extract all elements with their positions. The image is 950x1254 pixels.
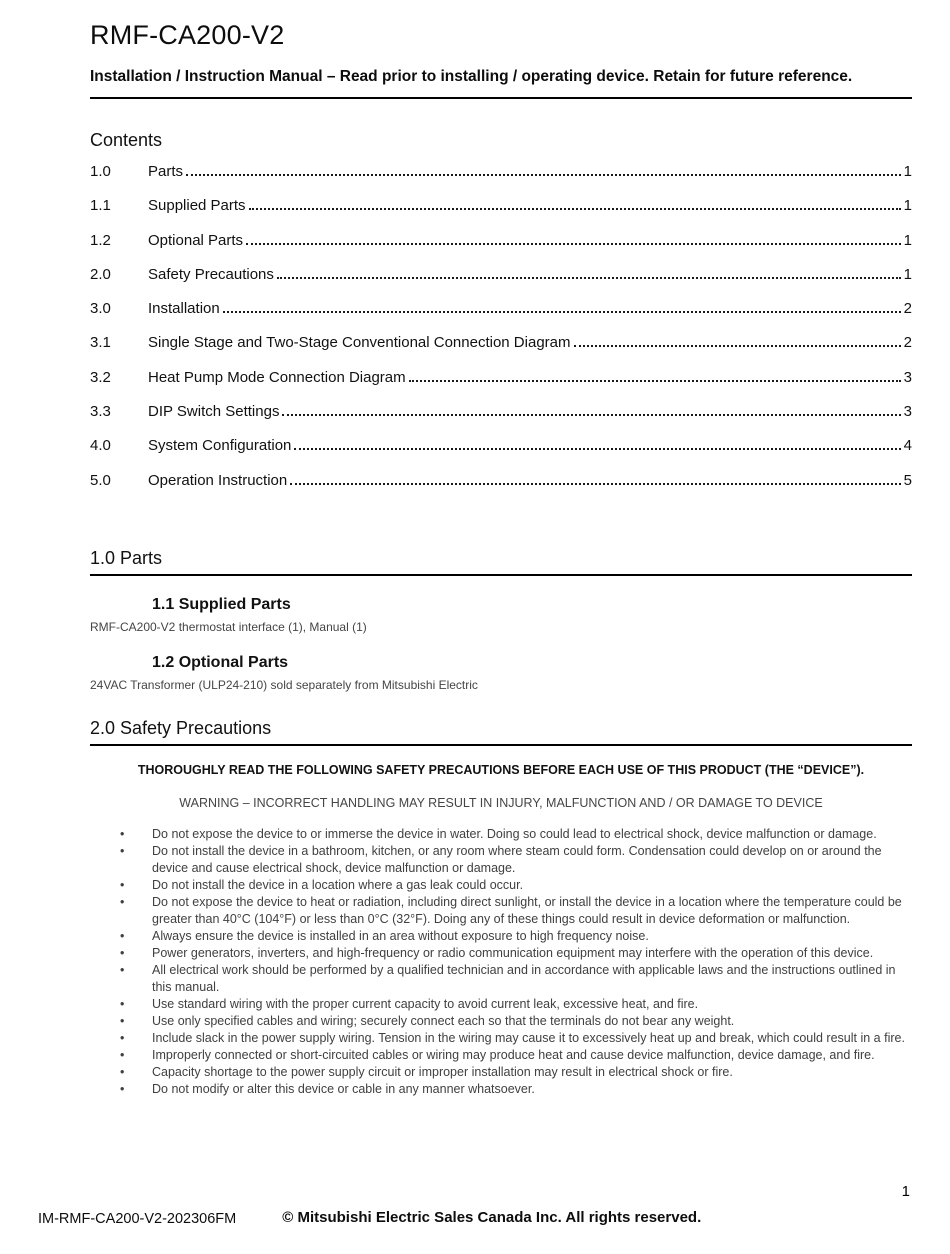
toc-section-number: 3.2 <box>90 368 111 386</box>
safety-bullet-text: Power generators, inverters, and high-frequency or radio communication equipment may interfere with the operation of this device. <box>152 945 874 960</box>
toc-section-number: 1.1 <box>90 197 111 215</box>
toc-leader-dots <box>249 208 901 210</box>
bullet-icon: • <box>120 1064 125 1079</box>
safety-bullet-text: Do not modify or alter this device or cable in any manner whatsoever. <box>152 1081 535 1096</box>
toc-page-number: 5 <box>903 471 912 489</box>
footer <box>38 1209 912 1235</box>
bullet-icon: • <box>120 928 125 943</box>
toc-row <box>90 464 912 498</box>
bullet-icon: • <box>120 826 125 841</box>
toc-leader-dots <box>282 414 900 416</box>
safety-bullet-item <box>120 1081 912 1098</box>
toc-page-number: 1 <box>903 265 912 283</box>
safety-bullet-item <box>120 928 912 945</box>
toc-entry-label: Installation <box>148 300 220 318</box>
toc-leader-dots <box>409 380 901 382</box>
bullet-icon: • <box>120 996 125 1011</box>
safety-bullet-text: All electrical work should be performed by a qualified technician and in accordance with applicable laws and the instructions outlined in this manual. <box>152 962 896 994</box>
toc-page-number: 3 <box>903 403 912 421</box>
safety-bullet-text: Improperly connected or short-circuited cables or wiring may produce heat and cause device malfunction, device damage, and fire. <box>152 1047 875 1062</box>
toc-entry-label: Optional Parts <box>148 231 244 249</box>
safety-bullet-text: Use only specified cables and wiring; securely connect each so that the terminals do not bear any weight. <box>152 1013 735 1028</box>
toc-page-number: 1 <box>903 163 912 180</box>
table-of-contents <box>90 155 912 498</box>
safety-bullet-item <box>120 843 912 877</box>
subsection-heading-optional-parts: 1.2 Optional Parts <box>152 653 289 671</box>
optional-parts-text: 24VAC Transformer (ULP24-210) sold separately from Mitsubishi Electric <box>90 677 478 692</box>
toc-page-number: 2 <box>903 300 912 318</box>
toc-row <box>90 429 912 463</box>
toc-page-number: 2 <box>903 334 912 352</box>
toc-leader-dots <box>574 345 901 347</box>
toc-section-number: 3.0 <box>90 300 111 318</box>
safety-section-rule <box>90 744 912 746</box>
bullet-icon: • <box>120 877 125 892</box>
safety-bullet-item <box>120 894 912 928</box>
bullet-icon: • <box>120 894 125 909</box>
toc-leader-dots <box>186 174 901 176</box>
toc-entry-label: DIP Switch Settings <box>148 403 280 421</box>
toc-row <box>90 326 912 360</box>
subsection-heading-supplied-parts: 1.1 Supplied Parts <box>152 595 291 613</box>
toc-row <box>90 292 912 326</box>
bullet-icon: • <box>120 843 125 858</box>
toc-entry-label: System Configuration <box>148 437 292 455</box>
safety-bullet-text: Do not install the device in a bathroom, kitchen, or any room where steam could form. Condensation could develop on or around the device and cause electrical shock, device malfunction or damage. <box>152 843 882 875</box>
toc-page-number: 1 <box>903 231 912 249</box>
toc-page-number: 3 <box>903 368 912 386</box>
toc-row <box>90 189 912 223</box>
header-rule <box>90 97 912 99</box>
supplied-parts-text: RMF-CA200-V2 thermostat interface (1), Manual (1) <box>90 619 367 634</box>
safety-bullet-text: Do not expose the device to or immerse the device in water. Doing so could lead to electrical shock, device malfunction or damage. <box>152 826 877 841</box>
toc-leader-dots <box>246 243 901 245</box>
toc-leader-dots <box>223 311 901 313</box>
toc-row <box>90 155 912 189</box>
safety-bullet-list <box>90 826 912 1098</box>
footer-document-id: IM-RMF-CA200-V2-202306FM <box>38 1211 237 1227</box>
bullet-icon: • <box>120 945 125 960</box>
section-heading-safety-precautions: 2.0 Safety Precautions <box>90 717 272 738</box>
safety-bullet-item <box>120 962 912 996</box>
toc-row <box>90 395 912 429</box>
safety-bullet-item <box>120 945 912 962</box>
safety-warning-text: WARNING – INCORRECT HANDLING MAY RESULT IN INJURY, MALFUNCTION AND / OR DAMAGE TO DEVICE <box>179 795 823 810</box>
contents-heading: Contents <box>90 130 163 150</box>
toc-section-number: 5.0 <box>90 471 111 489</box>
toc-page-number: 1 <box>903 197 912 215</box>
bullet-icon: • <box>120 1030 125 1045</box>
safety-bullet-text: Do not expose the device to heat or radiation, including direct sunlight, or install the device in a location where the temperature could be greater than 40°C (104°F) or less than 0°C (32°F). Doing any of these things could result in device deformation or malfunction. <box>152 894 902 926</box>
toc-entry-label: Heat Pump Mode Connection Diagram <box>148 368 406 386</box>
safety-bullet-text: Use standard wiring with the proper current capacity to avoid current leak, excessive heat, and fire. <box>152 996 699 1011</box>
bullet-icon: • <box>120 1013 125 1028</box>
toc-entry-label: Operation Instruction <box>148 471 288 489</box>
toc-section-number: 3.3 <box>90 403 111 421</box>
toc-section-number: 1.0 <box>90 163 111 180</box>
safety-bullet-item <box>120 826 912 843</box>
safety-bullet-item <box>120 996 912 1013</box>
bullet-icon: • <box>120 962 125 977</box>
safety-bullet-text: Always ensure the device is installed in an area without exposure to high frequency noise. <box>152 928 649 943</box>
toc-entry-label: Parts <box>148 163 184 180</box>
toc-section-number: 2.0 <box>90 265 111 283</box>
toc-leader-dots <box>294 448 900 450</box>
bullet-icon: • <box>120 1047 125 1062</box>
toc-row <box>90 258 912 292</box>
safety-bullet-item <box>120 877 912 894</box>
bullet-icon: • <box>120 1081 125 1096</box>
toc-section-number: 1.2 <box>90 231 111 249</box>
safety-bullet-text: Do not install the device in a location where a gas leak could occur. <box>152 877 524 892</box>
safety-bullet-text: Include slack in the power supply wiring. Tension in the wiring may cause it to excessively heat up and break, which could result in a fire. <box>152 1030 905 1045</box>
toc-entry-label: Safety Precautions <box>148 265 274 283</box>
toc-section-number: 4.0 <box>90 437 111 455</box>
page-number: 1 <box>901 1183 910 1200</box>
safety-bullet-item <box>120 1030 912 1047</box>
page-title: RMF-CA200-V2 <box>90 20 285 50</box>
safety-bullet-text: Capacity shortage to the power supply circuit or improper installation may result in electrical shock or fire. <box>152 1064 733 1079</box>
parts-section-rule <box>90 574 912 576</box>
toc-leader-dots <box>290 483 900 485</box>
toc-entry-label: Supplied Parts <box>148 197 246 215</box>
safety-bullet-item <box>120 1013 912 1030</box>
toc-entry-label: Single Stage and Two-Stage Conventional Connection Diagram <box>148 334 571 352</box>
safety-bullet-item <box>120 1064 912 1081</box>
page-subtitle: Installation / Instruction Manual – Read prior to installing / operating device. Retain for future reference. <box>90 68 853 85</box>
footer-copyright: © Mitsubishi Electric Sales Canada Inc. All rights reserved. <box>282 1209 702 1226</box>
toc-section-number: 3.1 <box>90 334 111 352</box>
toc-leader-dots <box>277 277 901 279</box>
toc-row <box>90 361 912 395</box>
toc-page-number: 4 <box>903 437 912 455</box>
section-heading-parts: 1.0 Parts <box>90 547 163 568</box>
toc-row <box>90 224 912 258</box>
safety-notice-text: THOROUGHLY READ THE FOLLOWING SAFETY PRECAUTIONS BEFORE EACH USE OF THIS PRODUCT (THE “DEVICE”). <box>137 762 865 777</box>
safety-bullet-item <box>120 1047 912 1064</box>
